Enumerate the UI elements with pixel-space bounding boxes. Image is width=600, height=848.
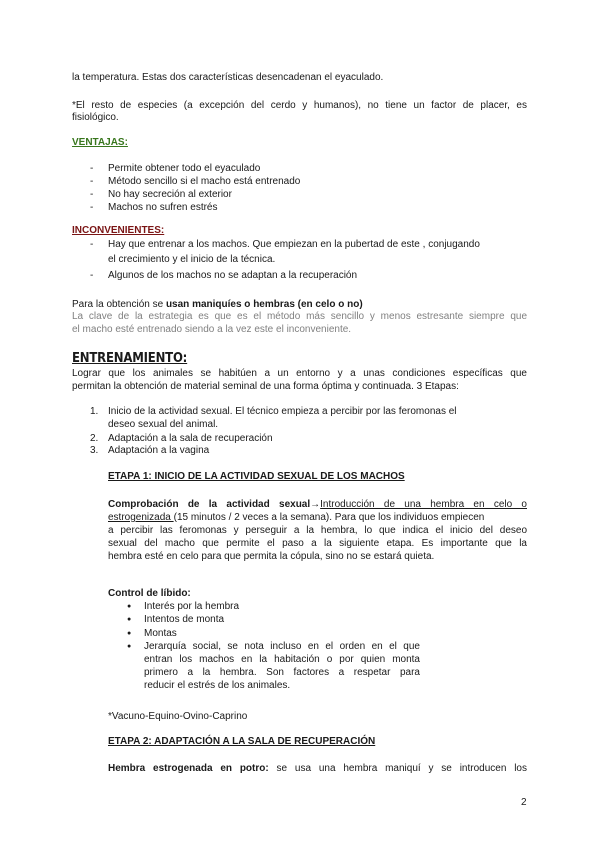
inconvenientes-item-1-line-2: el crecimiento y el inicio de la técnica. bbox=[108, 254, 276, 265]
bullet-icon: ● bbox=[127, 603, 132, 610]
list-number: 1. bbox=[90, 406, 99, 417]
control-item: Montas bbox=[144, 628, 177, 639]
ventajas-item: Machos no sufren estrés bbox=[108, 202, 218, 213]
comprobacion-rest: (15 minutos / 2 veces a la semana). Para que los individuos empiecen bbox=[173, 512, 485, 523]
note-line-2: fisiológico. bbox=[72, 112, 119, 123]
etapas-item-1-line-2: deseo sexual del animal. bbox=[108, 419, 219, 430]
inconvenientes-heading: INCONVENIENTES: bbox=[72, 225, 165, 236]
species-note: *Vacuno-Equino-Ovino-Caprino bbox=[108, 711, 248, 722]
comprobacion-underlined-2: estrogenizada bbox=[108, 512, 174, 523]
intro-text: la temperatura. Estas dos características desencadenan el eyaculado. bbox=[72, 72, 384, 83]
etapa-2-heading: ETAPA 2: ADAPTACIÓN A LA SALA DE RECUPERACIÓN bbox=[108, 736, 376, 747]
arrow-icon: → bbox=[310, 499, 321, 510]
comprobacion-line-3: a percibir las feromonas y perseguir a la hembra, lo que indica el inicio del deseo bbox=[108, 525, 527, 536]
comprobacion-bold: Comprobación de la actividad sexual bbox=[108, 499, 311, 510]
obtencion-prefix: Para la obtención se bbox=[72, 299, 166, 310]
comprobacion-line-2 bbox=[108, 511, 484, 524]
dash-marker: - bbox=[90, 239, 94, 250]
dash-marker: - bbox=[90, 176, 94, 187]
dash-marker: - bbox=[90, 163, 94, 174]
etapa-2-line-1 bbox=[108, 762, 527, 775]
inconvenientes-item-1-line-1: Hay que entrenar a los machos. Que empiezan en la pubertad de este , conjugando bbox=[108, 239, 480, 250]
dash-marker: - bbox=[90, 270, 94, 281]
grey-note-line-2: el macho esté entrenado siendo a la vez este el inconveniente. bbox=[72, 324, 352, 335]
jerarquia-line-2: entran los machos en la habitación o por quien monta bbox=[144, 654, 420, 665]
ventajas-heading: VENTAJAS: bbox=[72, 137, 128, 148]
ventajas-item: Permite obtener todo el eyaculado bbox=[108, 163, 261, 174]
comprobacion-line-5: hembra esté en celo para que permita la cópula, sino no se estará quieta. bbox=[108, 551, 435, 562]
jerarquia-line-4: reducir el estrés de los animales. bbox=[144, 680, 291, 691]
ventajas-item: Método sencillo si el macho está entrenado bbox=[108, 176, 301, 187]
entrenamiento-line-1: Lograr que los animales se habitúen a un entorno y a unas condiciones específicas que bbox=[72, 368, 527, 379]
control-item: Interés por la hembra bbox=[144, 601, 240, 612]
comprobacion-line-4: sexual del macho que permite el paso a la siguiente etapa. Es importante que la bbox=[108, 538, 527, 549]
hembra-estrogenada-bold: Hembra estrogenada en potro: bbox=[108, 763, 269, 774]
bullet-icon: ● bbox=[127, 643, 132, 650]
grey-note-line-1: La clave de la estrategia es que es el método más sencillo y menos estresante siempre que bbox=[72, 311, 527, 322]
inconvenientes-item-2: Algunos de los machos no se adaptan a la recuperación bbox=[108, 270, 358, 281]
entrenamiento-heading: ENTRENAMIENTO: bbox=[72, 351, 188, 366]
comprobacion-line-1 bbox=[108, 498, 527, 511]
jerarquia-line-1: Jerarquía social, se nota incluso en el orden en el que bbox=[144, 641, 420, 652]
etapa-1-heading: ETAPA 1: INICIO DE LA ACTIVIDAD SEXUAL DE LOS MACHOS bbox=[108, 471, 405, 482]
control-item: Intentos de monta bbox=[144, 614, 225, 625]
obtencion-bold: usan maniquíes o hembras (en celo o no) bbox=[165, 299, 363, 310]
etapas-item-3: Adaptación a la vagina bbox=[108, 445, 210, 456]
bullet-icon: ● bbox=[127, 616, 132, 623]
etapas-item-2: Adaptación a la sala de recuperación bbox=[108, 433, 273, 444]
jerarquia-line-3: primero a la hembra. Son factores a respetar para bbox=[144, 667, 420, 678]
etapas-item-1-line-1: Inicio de la actividad sexual. El técnico empieza a percibir por las feromonas el bbox=[108, 406, 457, 417]
dash-marker: - bbox=[90, 202, 94, 213]
list-number: 2. bbox=[90, 433, 99, 444]
ventajas-item: No hay secreción al exterior bbox=[108, 189, 232, 200]
control-libido-heading: Control de líbido: bbox=[108, 588, 191, 599]
bullet-icon: ● bbox=[127, 630, 132, 637]
dash-marker: - bbox=[90, 189, 94, 200]
comprobacion-underlined-1: Introducción de una hembra en celo o bbox=[320, 499, 527, 510]
note-line-1: *El resto de especies (a excepción del cerdo y humanos), no tiene un factor de placer, es bbox=[72, 100, 527, 111]
page-number: 2 bbox=[521, 797, 527, 808]
list-number: 3. bbox=[90, 445, 99, 456]
hembra-estrogenada-rest: se usa una hembra maniquí y se introducen los bbox=[268, 763, 527, 774]
entrenamiento-line-2: permitan la obtención de material seminal de una forma óptima y continuada. 3 Etapas: bbox=[72, 381, 459, 392]
